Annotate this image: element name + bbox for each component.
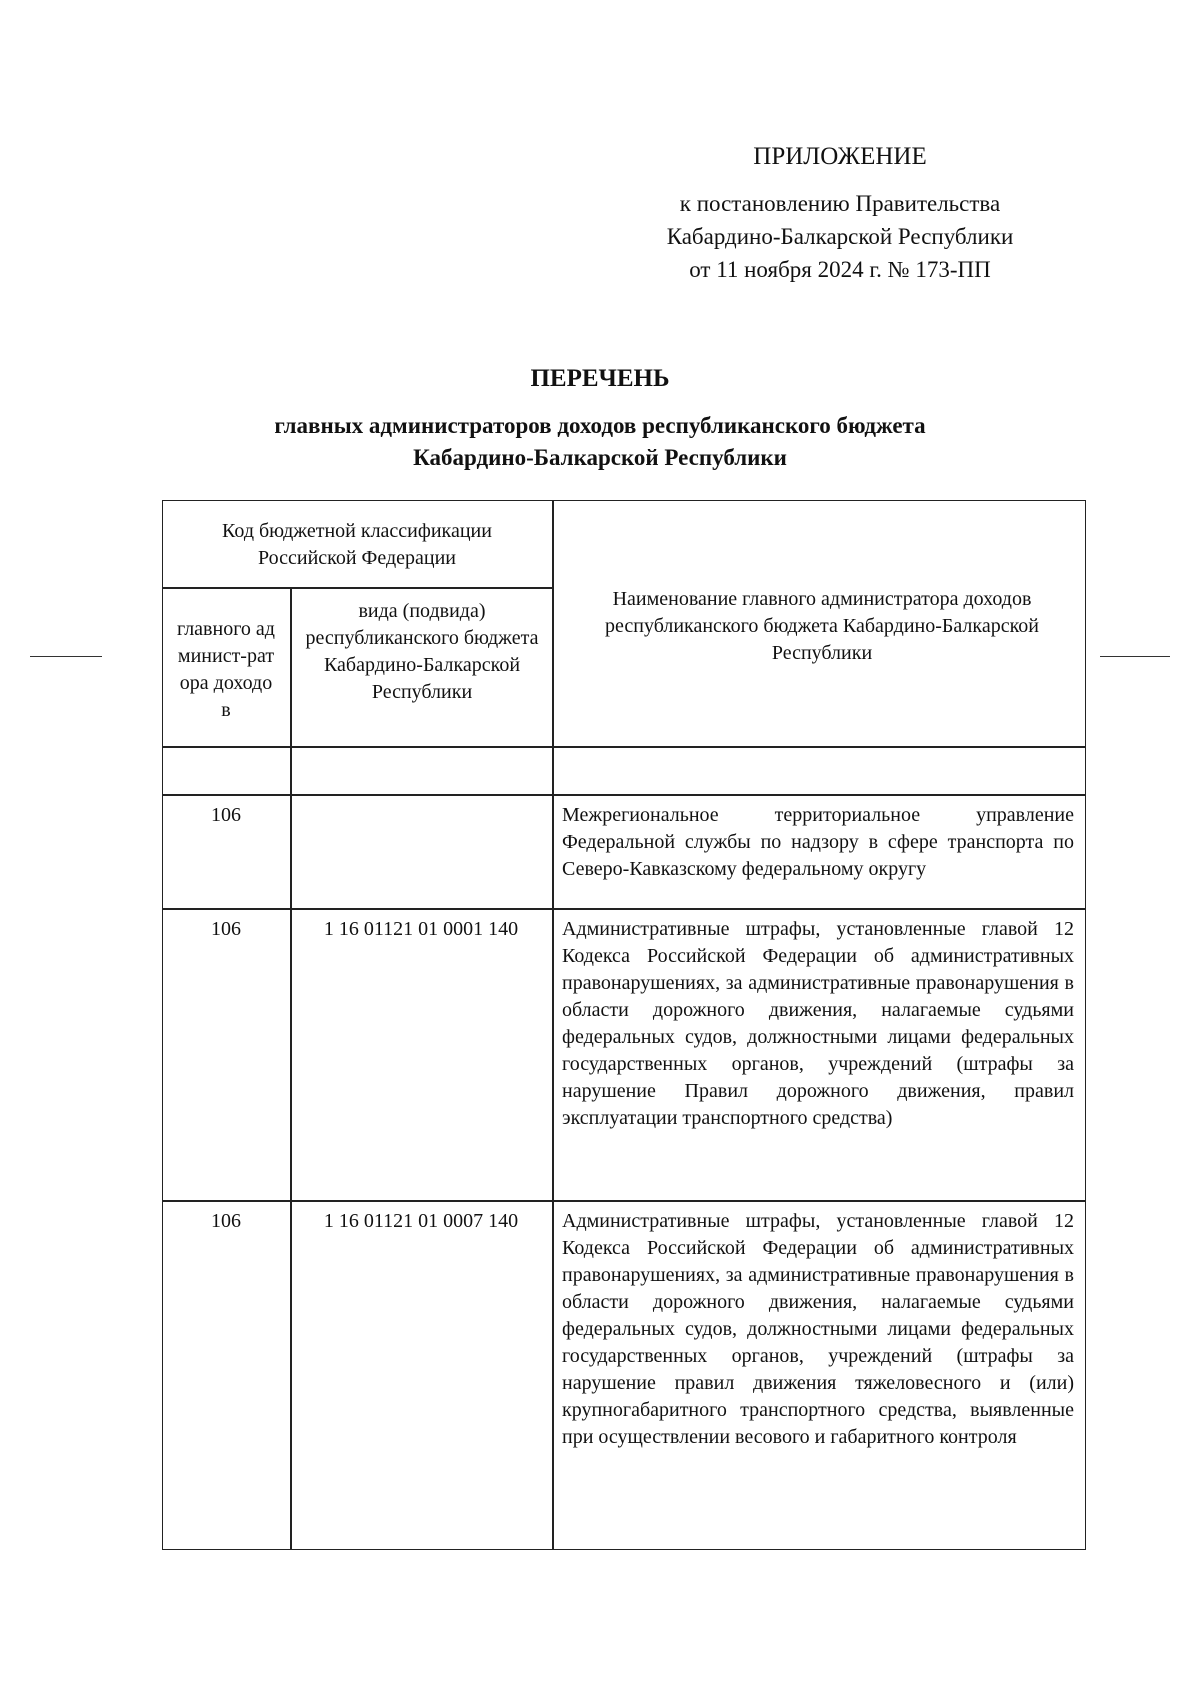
row-1-bottom-line (162, 908, 1086, 910)
row-2-admin-name: Административные штрафы, установленные главой 12 Кодекса Российской Федерации об административных правонарушениях, за административные правонарушения в области дорожного движения, налагаемые судьями федеральных судов, должностными лицами федеральных государственных органов, учреждений (штрафы за нарушение Правил дорожного движения, правил эксплуатации транспортного средства) (562, 918, 1074, 1129)
document-heading (150, 362, 1050, 474)
appendix-line-3: от 11 ноября 2024 г. № 173-ПП (689, 257, 991, 282)
row-2-bottom-line (162, 1200, 1086, 1202)
header-bottom-line (162, 746, 1086, 748)
row-3-admin-name: Административные штрафы, установленные главой 12 Кодекса Российской Федерации об административных правонарушениях, за административные правонарушения в области дорожного движения, налагаемые судьями федеральных судов, должностными лицами федеральных государственных органов, учреждений (штрафы за нарушение правил движения тяжеловесного и (или) крупногабаритного транспортного средства, выявленные при осуществлении весового и габаритного контроля (562, 1210, 1074, 1448)
row-2-budget-code: 1 16 01121 01 0001 140 (323, 918, 519, 940)
row-2-admin-code: 106 (211, 918, 241, 940)
header-col-code: вида (подвида) республиканского бюджета Кабардино-Балкарской Республики (305, 600, 539, 703)
document-subtitle-line-2: Кабардино-Балкарской Республики (413, 445, 787, 470)
header-col-admin: главного админист-ратора доходов (177, 618, 275, 721)
appendix-line-1: к постановлению Правительства (679, 191, 1001, 216)
empty-row-bottom-line (162, 794, 1086, 796)
document-title: ПЕРЕЧЕНЬ (530, 365, 670, 392)
margin-mark-right (1100, 656, 1170, 657)
row-3-admin-code: 106 (211, 1210, 241, 1232)
col-divider-2 (552, 500, 554, 1550)
header-group-divider (162, 587, 552, 589)
appendix-title: ПРИЛОЖЕНИЕ (753, 143, 927, 170)
appendix-line-2: Кабардино-Балкарской Республики (666, 224, 1014, 249)
row-1-admin-name: Межрегиональное территориальное управление Федеральной службы по надзору в сфере транспорта по Северо-Кавказскому федеральному округу (562, 804, 1074, 880)
col-divider-1 (290, 587, 292, 1550)
header-group-label: Код бюджетной классификации Российской Федерации (222, 520, 492, 569)
margin-mark-left (30, 656, 102, 657)
appendix-block (600, 140, 1080, 286)
document-subtitle-line-1: главных администраторов доходов республиканского бюджета (274, 413, 926, 438)
row-1-admin-code: 106 (211, 804, 241, 826)
row-3-budget-code: 1 16 01121 01 0007 140 (323, 1210, 519, 1232)
header-col-name: Наименование главного администратора доходов республиканского бюджета Кабардино-Балкарской Республики (605, 588, 1039, 664)
